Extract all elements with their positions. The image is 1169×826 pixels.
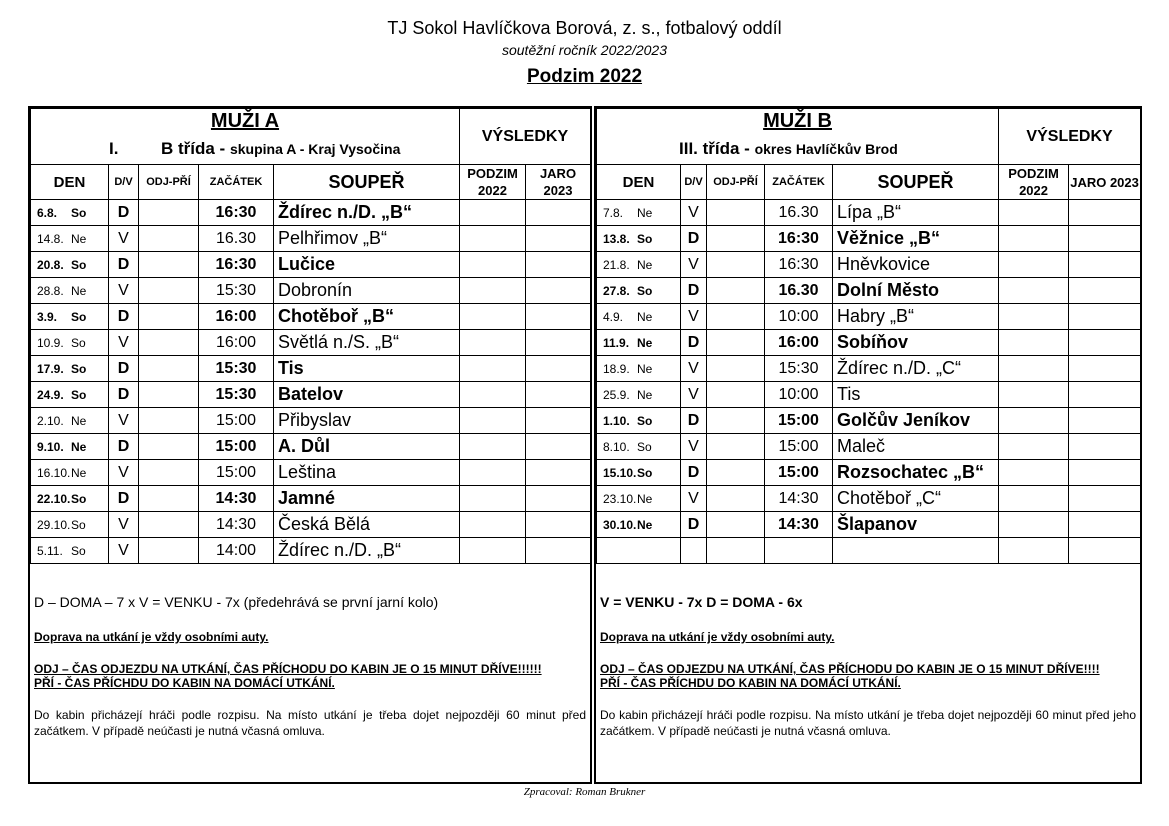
result-jaro-cell xyxy=(1069,434,1141,460)
match-dv: V xyxy=(681,304,707,330)
result-podzim-cell xyxy=(999,486,1069,512)
match-opponent: Šlapanov xyxy=(833,512,999,538)
match-date: 21.8. Ne xyxy=(597,252,681,278)
results-jaro: JARO 2023 xyxy=(1069,165,1141,200)
match-opponent: Lípa „B“ xyxy=(833,200,999,226)
match-odj xyxy=(707,356,765,382)
col-opponent: SOUPEŘ xyxy=(274,165,460,200)
match-dv: D xyxy=(109,252,139,278)
match-date: 20.8. So xyxy=(31,252,109,278)
result-podzim-cell xyxy=(460,460,526,486)
match-dv: V xyxy=(681,382,707,408)
col-opponent: SOUPEŘ xyxy=(833,165,999,200)
match-dv: V xyxy=(109,330,139,356)
match-row xyxy=(597,278,1141,304)
match-start: 16.30 xyxy=(765,200,833,226)
match-date: 25.9. Ne xyxy=(597,382,681,408)
match-opponent: Sobíňov xyxy=(833,330,999,356)
match-opponent: Ždírec n./D. „B“ xyxy=(274,200,460,226)
match-dv: D xyxy=(109,382,139,408)
match-odj xyxy=(707,460,765,486)
result-podzim-cell xyxy=(999,252,1069,278)
col-odj: ODJ-PŘÍ xyxy=(139,165,199,200)
match-dv: V xyxy=(109,460,139,486)
match-row xyxy=(597,434,1141,460)
match-date: 13.8. So xyxy=(597,226,681,252)
match-opponent: Přibyslav xyxy=(274,408,460,434)
result-podzim-cell xyxy=(999,278,1069,304)
result-podzim-cell xyxy=(999,200,1069,226)
result-jaro-cell xyxy=(526,278,591,304)
result-jaro-cell xyxy=(1069,512,1141,538)
team-title: MUŽI A xyxy=(210,110,280,132)
match-odj xyxy=(139,252,199,278)
legend: D – DOMA – 7 x V = VENKU - 7x (předehrává se první jarní kolo) xyxy=(34,594,439,610)
schedule-table-a xyxy=(30,108,591,564)
result-jaro-cell xyxy=(526,330,591,356)
results-title: VÝSLEDKY xyxy=(999,109,1141,165)
match-odj xyxy=(707,408,765,434)
result-jaro-cell xyxy=(1069,226,1141,252)
match-odj xyxy=(139,226,199,252)
match-odj xyxy=(707,252,765,278)
results-title: VÝSLEDKY xyxy=(460,109,591,165)
result-jaro-cell xyxy=(526,252,591,278)
match-date: 7.8. Ne xyxy=(597,200,681,226)
team-title: MUŽI B xyxy=(763,110,832,132)
col-start: ZAČÁTEK xyxy=(765,165,833,200)
match-start: 16:00 xyxy=(199,330,274,356)
match-opponent xyxy=(833,538,999,564)
match-opponent: Ždírec n./D. „B“ xyxy=(274,538,460,564)
result-podzim-cell xyxy=(999,434,1069,460)
match-start: 10:00 xyxy=(765,382,833,408)
match-dv: D xyxy=(681,330,707,356)
result-jaro-cell xyxy=(1069,486,1141,512)
match-row xyxy=(597,200,1141,226)
match-start: 10:00 xyxy=(765,304,833,330)
match-opponent: Tis xyxy=(274,356,460,382)
result-podzim-cell xyxy=(460,486,526,512)
match-opponent: Hněvkovice xyxy=(833,252,999,278)
season-subtitle: soutěžní ročník 2022/2023 xyxy=(501,42,667,58)
match-row xyxy=(597,330,1141,356)
match-row xyxy=(31,408,591,434)
match-opponent: Česká Bělá xyxy=(274,512,460,538)
match-dv xyxy=(681,538,707,564)
panel-muzi-a xyxy=(28,106,592,784)
transport-note: Doprava na utkání je vždy osobními auty. xyxy=(34,630,269,644)
match-dv: D xyxy=(109,356,139,382)
match-dv: V xyxy=(681,434,707,460)
results-jaro: JARO 2023 xyxy=(526,165,591,200)
result-podzim-cell xyxy=(999,460,1069,486)
result-podzim-cell xyxy=(460,200,526,226)
match-date: 1.10. So xyxy=(597,408,681,434)
match-opponent: Dolní Město xyxy=(833,278,999,304)
pri-note: PŘÍ - ČAS PŘÍCHDU DO KABIN NA DOMÁCÍ UTKÁNÍ. xyxy=(600,676,901,690)
footer-author: Zpracoval: Roman Brukner xyxy=(523,786,646,798)
match-start: 15:30 xyxy=(765,356,833,382)
match-date: 8.10. So xyxy=(597,434,681,460)
match-odj xyxy=(139,330,199,356)
result-jaro-cell xyxy=(1069,330,1141,356)
result-jaro-cell xyxy=(526,382,591,408)
match-opponent: Pelhřimov „B“ xyxy=(274,226,460,252)
match-start: 15:00 xyxy=(199,460,274,486)
result-podzim-cell xyxy=(460,408,526,434)
result-jaro-cell xyxy=(1069,278,1141,304)
match-dv: D xyxy=(109,434,139,460)
match-date: 14.8. Ne xyxy=(31,226,109,252)
result-podzim-cell xyxy=(460,434,526,460)
match-dv: V xyxy=(109,408,139,434)
league-name: I. B třída - skupina A - Kraj Vysočina xyxy=(31,134,460,165)
col-dv: D/V xyxy=(681,165,707,200)
match-dv: V xyxy=(681,200,707,226)
match-row xyxy=(597,382,1141,408)
result-jaro-cell xyxy=(526,434,591,460)
match-opponent: Lučice xyxy=(274,252,460,278)
match-opponent: Dobronín xyxy=(274,278,460,304)
match-row xyxy=(31,252,591,278)
match-opponent: Chotěboř „C“ xyxy=(833,486,999,512)
col-den: DEN xyxy=(597,165,681,200)
result-jaro-cell xyxy=(526,538,591,564)
result-podzim-cell xyxy=(460,304,526,330)
result-jaro-cell xyxy=(1069,460,1141,486)
result-podzim-cell xyxy=(999,330,1069,356)
result-jaro-cell xyxy=(1069,382,1141,408)
match-opponent: Jamné xyxy=(274,486,460,512)
match-row xyxy=(597,408,1141,434)
match-row xyxy=(31,460,591,486)
odj-note: ODJ – ČAS ODJEZDU NA UTKÁNÍ, ČAS PŘÍCHODU DO KABIN JE O 15 MINUT DŘÍVE!!!!!! xyxy=(34,662,542,676)
match-row xyxy=(31,304,591,330)
match-odj xyxy=(707,226,765,252)
term-title: Podzim 2022 xyxy=(526,66,643,87)
match-start: 14:00 xyxy=(199,538,274,564)
match-odj xyxy=(707,330,765,356)
result-podzim-cell xyxy=(999,356,1069,382)
match-opponent: Leština xyxy=(274,460,460,486)
match-odj xyxy=(707,434,765,460)
match-dv: D xyxy=(681,278,707,304)
match-start: 16:30 xyxy=(765,252,833,278)
match-start: 15:00 xyxy=(765,460,833,486)
panel-muzi-b xyxy=(594,106,1142,784)
result-jaro-cell xyxy=(1069,252,1141,278)
result-jaro-cell xyxy=(526,486,591,512)
pri-note: PŘÍ - ČAS PŘÍCHDU DO KABIN NA DOMÁCÍ UTKÁNÍ. xyxy=(34,676,335,690)
match-date: 5.11. So xyxy=(31,538,109,564)
col-den: DEN xyxy=(31,165,109,200)
match-date: 30.10.Ne xyxy=(597,512,681,538)
match-start xyxy=(765,538,833,564)
result-podzim-cell xyxy=(460,512,526,538)
match-date: 3.9. So xyxy=(31,304,109,330)
match-opponent: Rozsochatec „B“ xyxy=(833,460,999,486)
match-row xyxy=(597,356,1141,382)
match-odj xyxy=(139,460,199,486)
match-date: 9.10. Ne xyxy=(31,434,109,460)
match-opponent: Batelov xyxy=(274,382,460,408)
match-odj xyxy=(139,356,199,382)
match-start: 15:00 xyxy=(765,434,833,460)
match-date: 10.9. So xyxy=(31,330,109,356)
match-date: 17.9. So xyxy=(31,356,109,382)
match-date: 15.10.So xyxy=(597,460,681,486)
result-jaro-cell xyxy=(526,226,591,252)
result-jaro-cell xyxy=(526,200,591,226)
schedule-table-b xyxy=(596,108,1141,564)
match-dv: V xyxy=(109,538,139,564)
match-start: 14:30 xyxy=(765,486,833,512)
match-start: 16:00 xyxy=(765,330,833,356)
match-odj xyxy=(139,434,199,460)
match-odj xyxy=(139,200,199,226)
match-dv: V xyxy=(681,252,707,278)
result-podzim-cell xyxy=(460,538,526,564)
match-dv: D xyxy=(681,512,707,538)
match-dv: D xyxy=(109,200,139,226)
match-odj xyxy=(139,278,199,304)
match-date: 16.10.Ne xyxy=(31,460,109,486)
match-start: 16:30 xyxy=(765,226,833,252)
match-odj xyxy=(139,538,199,564)
match-row xyxy=(31,226,591,252)
match-row xyxy=(31,434,591,460)
odj-note: ODJ – ČAS ODJEZDU NA UTKÁNÍ, ČAS PŘÍCHODU DO KABIN JE O 15 MINUT DŘÍVE!!!! xyxy=(600,662,1100,676)
match-date: 24.9. So xyxy=(31,382,109,408)
col-dv: D/V xyxy=(109,165,139,200)
match-row xyxy=(597,304,1141,330)
match-odj xyxy=(707,278,765,304)
match-opponent: Tis xyxy=(833,382,999,408)
match-start: 14:30 xyxy=(199,486,274,512)
transport-note: Doprava na utkání je vždy osobními auty. xyxy=(600,630,835,644)
match-opponent: Věžnice „B“ xyxy=(833,226,999,252)
info-note: Do kabin přicházejí hráči podle rozpisu. Na místo utkání je třeba dojet nejpozději 60 minut před začátkem. V případě neúčasti je nutná včasná omluva. xyxy=(34,708,586,738)
match-opponent: A. Důl xyxy=(274,434,460,460)
match-odj xyxy=(707,200,765,226)
result-jaro-cell xyxy=(1069,538,1141,564)
match-date: 29.10.So xyxy=(31,512,109,538)
match-row xyxy=(597,486,1141,512)
match-start: 14:30 xyxy=(765,512,833,538)
result-podzim-cell xyxy=(999,226,1069,252)
legend: V = VENKU - 7x D = DOMA - 6x xyxy=(600,594,803,610)
match-odj xyxy=(139,382,199,408)
match-row xyxy=(31,356,591,382)
result-podzim-cell xyxy=(460,278,526,304)
match-odj xyxy=(139,486,199,512)
result-jaro-cell xyxy=(526,408,591,434)
notes-a xyxy=(34,594,586,739)
match-odj xyxy=(139,512,199,538)
match-date: 4.9. Ne xyxy=(597,304,681,330)
match-opponent: Chotěboř „B“ xyxy=(274,304,460,330)
match-dv: V xyxy=(109,512,139,538)
match-row xyxy=(597,460,1141,486)
league-name: III. třída - okres Havlíčkův Brod xyxy=(597,134,999,165)
match-dv: D xyxy=(681,408,707,434)
match-row xyxy=(597,252,1141,278)
club-title: TJ Sokol Havlíčkova Borová, z. s., fotbalový oddíl xyxy=(387,18,782,38)
match-dv: D xyxy=(681,460,707,486)
match-row xyxy=(597,226,1141,252)
result-jaro-cell xyxy=(1069,200,1141,226)
match-odj xyxy=(707,304,765,330)
match-dv: D xyxy=(109,304,139,330)
result-podzim-cell xyxy=(999,304,1069,330)
match-odj xyxy=(139,408,199,434)
notes-b xyxy=(600,594,1136,739)
match-dv: V xyxy=(681,356,707,382)
match-dv: V xyxy=(681,486,707,512)
match-start: 15:00 xyxy=(199,434,274,460)
match-opponent: Světlá n./S. „B“ xyxy=(274,330,460,356)
match-start: 16:30 xyxy=(199,252,274,278)
result-podzim-cell xyxy=(999,408,1069,434)
match-row xyxy=(597,538,1141,564)
match-date: 18.9. Ne xyxy=(597,356,681,382)
match-start: 14:30 xyxy=(199,512,274,538)
result-podzim-cell xyxy=(999,382,1069,408)
match-odj xyxy=(707,538,765,564)
match-row xyxy=(31,512,591,538)
match-dv: V xyxy=(109,278,139,304)
match-date: 11.9. Ne xyxy=(597,330,681,356)
match-row xyxy=(31,278,591,304)
match-date xyxy=(597,538,681,564)
match-dv: D xyxy=(109,486,139,512)
result-jaro-cell xyxy=(526,356,591,382)
match-opponent: Habry „B“ xyxy=(833,304,999,330)
match-row xyxy=(31,382,591,408)
match-row xyxy=(31,486,591,512)
match-odj xyxy=(707,512,765,538)
match-start: 15:30 xyxy=(199,278,274,304)
match-row xyxy=(31,330,591,356)
match-dv: D xyxy=(681,226,707,252)
match-date: 22.10.So xyxy=(31,486,109,512)
match-start: 15:00 xyxy=(199,408,274,434)
match-opponent: Golčův Jeníkov xyxy=(833,408,999,434)
match-start: 16:30 xyxy=(199,200,274,226)
match-date: 28.8. Ne xyxy=(31,278,109,304)
result-jaro-cell xyxy=(1069,356,1141,382)
result-jaro-cell xyxy=(1069,408,1141,434)
match-start: 16.30 xyxy=(199,226,274,252)
match-date: 27.8. So xyxy=(597,278,681,304)
match-dv: V xyxy=(109,226,139,252)
match-opponent: Ždírec n./D. „C“ xyxy=(833,356,999,382)
result-jaro-cell xyxy=(526,304,591,330)
info-note: Do kabin přicházejí hráči podle rozpisu. Na místo utkání je třeba dojet nejpozději 60 minut před jeho začátkem. V případě neúčasti je nutná včasná omluva. xyxy=(600,708,1136,738)
result-jaro-cell xyxy=(526,512,591,538)
match-odj xyxy=(707,486,765,512)
result-podzim-cell xyxy=(460,226,526,252)
match-start: 16.30 xyxy=(765,278,833,304)
result-podzim-cell xyxy=(999,512,1069,538)
result-podzim-cell xyxy=(999,538,1069,564)
result-jaro-cell xyxy=(1069,304,1141,330)
match-date: 23.10.Ne xyxy=(597,486,681,512)
result-podzim-cell xyxy=(460,252,526,278)
match-date: 2.10. Ne xyxy=(31,408,109,434)
match-start: 15:30 xyxy=(199,356,274,382)
result-podzim-cell xyxy=(460,382,526,408)
match-odj xyxy=(139,304,199,330)
result-podzim-cell xyxy=(460,356,526,382)
col-odj: ODJ-PŘÍ xyxy=(707,165,765,200)
match-start: 15:00 xyxy=(765,408,833,434)
col-start: ZAČÁTEK xyxy=(199,165,274,200)
results-podzim: PODZIM 2022 xyxy=(999,165,1069,200)
result-jaro-cell xyxy=(526,460,591,486)
match-date: 6.8. So xyxy=(31,200,109,226)
match-opponent: Maleč xyxy=(833,434,999,460)
match-start: 15:30 xyxy=(199,382,274,408)
match-start: 16:00 xyxy=(199,304,274,330)
match-row xyxy=(31,538,591,564)
result-podzim-cell xyxy=(460,330,526,356)
match-odj xyxy=(707,382,765,408)
match-row xyxy=(597,512,1141,538)
match-row xyxy=(31,200,591,226)
results-podzim: PODZIM 2022 xyxy=(460,165,526,200)
